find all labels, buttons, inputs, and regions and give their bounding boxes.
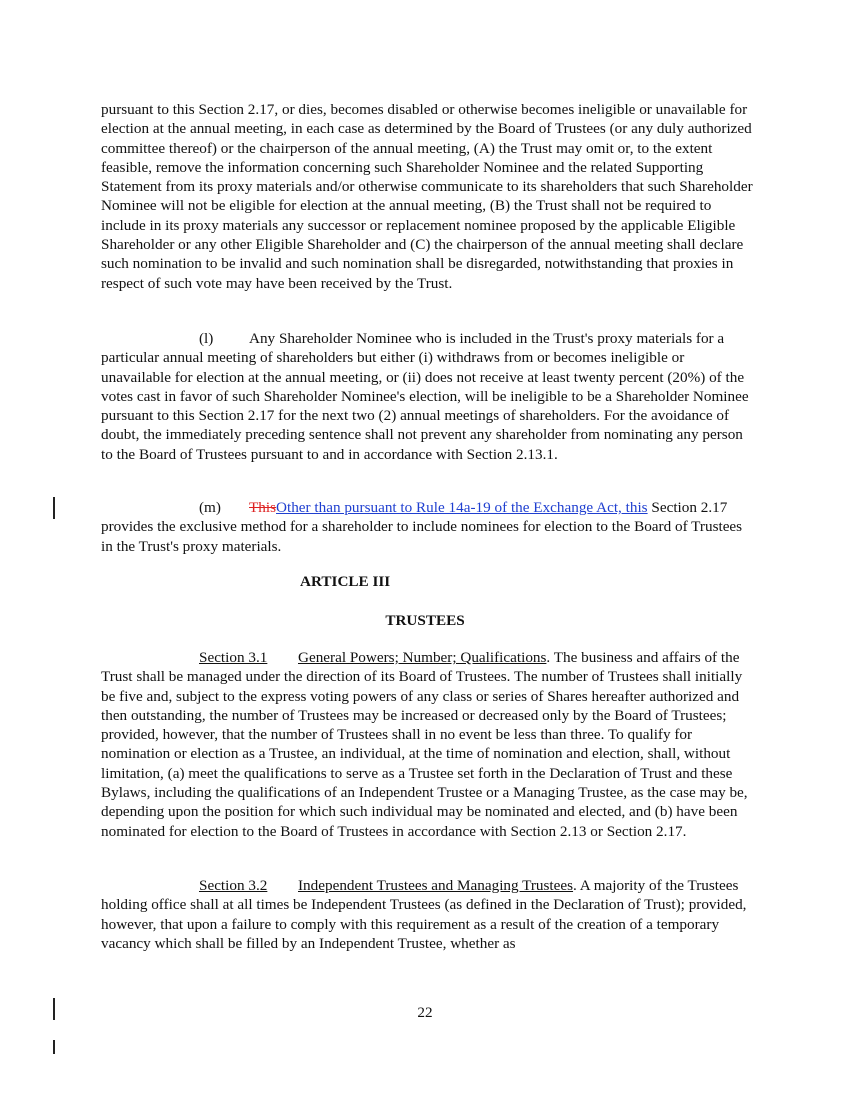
section-body: . A majority of the Trustees holding office shall at all times be Independent Trustees (as defined in the Declaration of Trust); provided, however, that upon a failure to comply with this requirement as a result of the creation of a temporary vacancy which shall be filled by an Independent Trustee, whether as: [101, 877, 747, 952]
change-bar: [53, 1040, 55, 1054]
article-title: TRUSTEES: [385, 612, 465, 629]
section-title: Independent Trustees and Managing Trustees: [298, 877, 574, 894]
paragraph-l: [101, 329, 753, 464]
section-number: Section 3.1: [199, 649, 268, 666]
section-3-1: [101, 648, 753, 841]
change-bar: [53, 497, 55, 519]
paragraph-text: Section 2.17 provides the exclusive method for a shareholder to include nominees for election to the Board of Trustees in the Trust's proxy materials.: [101, 499, 743, 555]
paragraph-marker-m: (m): [199, 499, 221, 516]
section-number: Section 3.2: [199, 877, 268, 894]
paragraph-text: Any Shareholder Nominee who is included in the Trust's proxy materials for a particular annual meeting of shareholders but either (i) withdraws from or becomes ineligible or unavailable for election at the annual meeting, or (ii) does not receive at least twenty percent (20%) of the votes cast in favor of such Shareholder Nominee's election, will be ineligible to be a Shareholder Nominee pursuant to this Section 2.17 for the next two (2) annual meetings of shareholders. For the avoidance of doubt, the immediately preceding sentence shall not prevent any shareholder from nominating any person to the Board of Trustees pursuant to and in accordance with Section 2.13.1.: [101, 330, 749, 463]
paragraph-continuation: [101, 100, 753, 293]
page-number: 22: [417, 1004, 433, 1021]
article-heading: ARTICLE III: [300, 573, 391, 590]
paragraph-m: [101, 498, 753, 556]
paragraph-text: pursuant to this Section 2.17, or dies, becomes disabled or otherwise becomes ineligible or unavailable for election at the annual meeting, in each case as determined by the Board of Trustees (or any duly authorized committee thereof) or the chairperson of the annual meeting, (A) the Trust may omit or, to the extent feasible, remove the information concerning such Shareholder Nominee and the related Supporting Statement from its proxy materials and/or otherwise communicate to its shareholders that such Shareholder Nominee will not be eligible for election at the annual meeting, (B) the Trust shall not be required to include in its proxy materials any successor or replacement nominee proposed by the applicable Eligible Shareholder or any other Eligible Shareholder and (C) the chairperson of the annual meeting shall declare such nomination to be invalid and such nomination shall be disregarded, notwithstanding that proxies in respect of such vote may have been received by the Trust.: [101, 101, 753, 292]
inserted-text: Other than pursuant to Rule 14a-19 of the Exchange Act, this: [276, 499, 648, 516]
paragraph-marker-l: (l): [199, 330, 214, 347]
section-3-2: [101, 876, 753, 953]
section-title: General Powers; Number; Qualifications: [298, 649, 547, 666]
deleted-text: This: [249, 499, 277, 516]
section-body: . The business and affairs of the Trust shall be managed under the direction of its Board of Trustees. The number of Trustees shall initially be five and, subject to the express voting powers of any class or series of Shares hereafter authorized and then outstanding, the number of Trustees may be increased or decreased only by the Board of Trustees; provided, however, that the number of Trustees shall in no event be less than three. To qualify for nomination or election as a Trustee, an individual, at the time of nomination and election, shall, without limitation, (a) meet the qualifications to serve as a Trustee set forth in the Declaration of Trust and these Bylaws, including the qualifications of an Independent Trustee or a Managing Trustee, as the case may be, depending upon the position for which such individual may be nominated and elected, and (b) have been nominated for election to the Board of Trustees in accordance with Section 2.13 or Section 2.17.: [101, 649, 748, 840]
